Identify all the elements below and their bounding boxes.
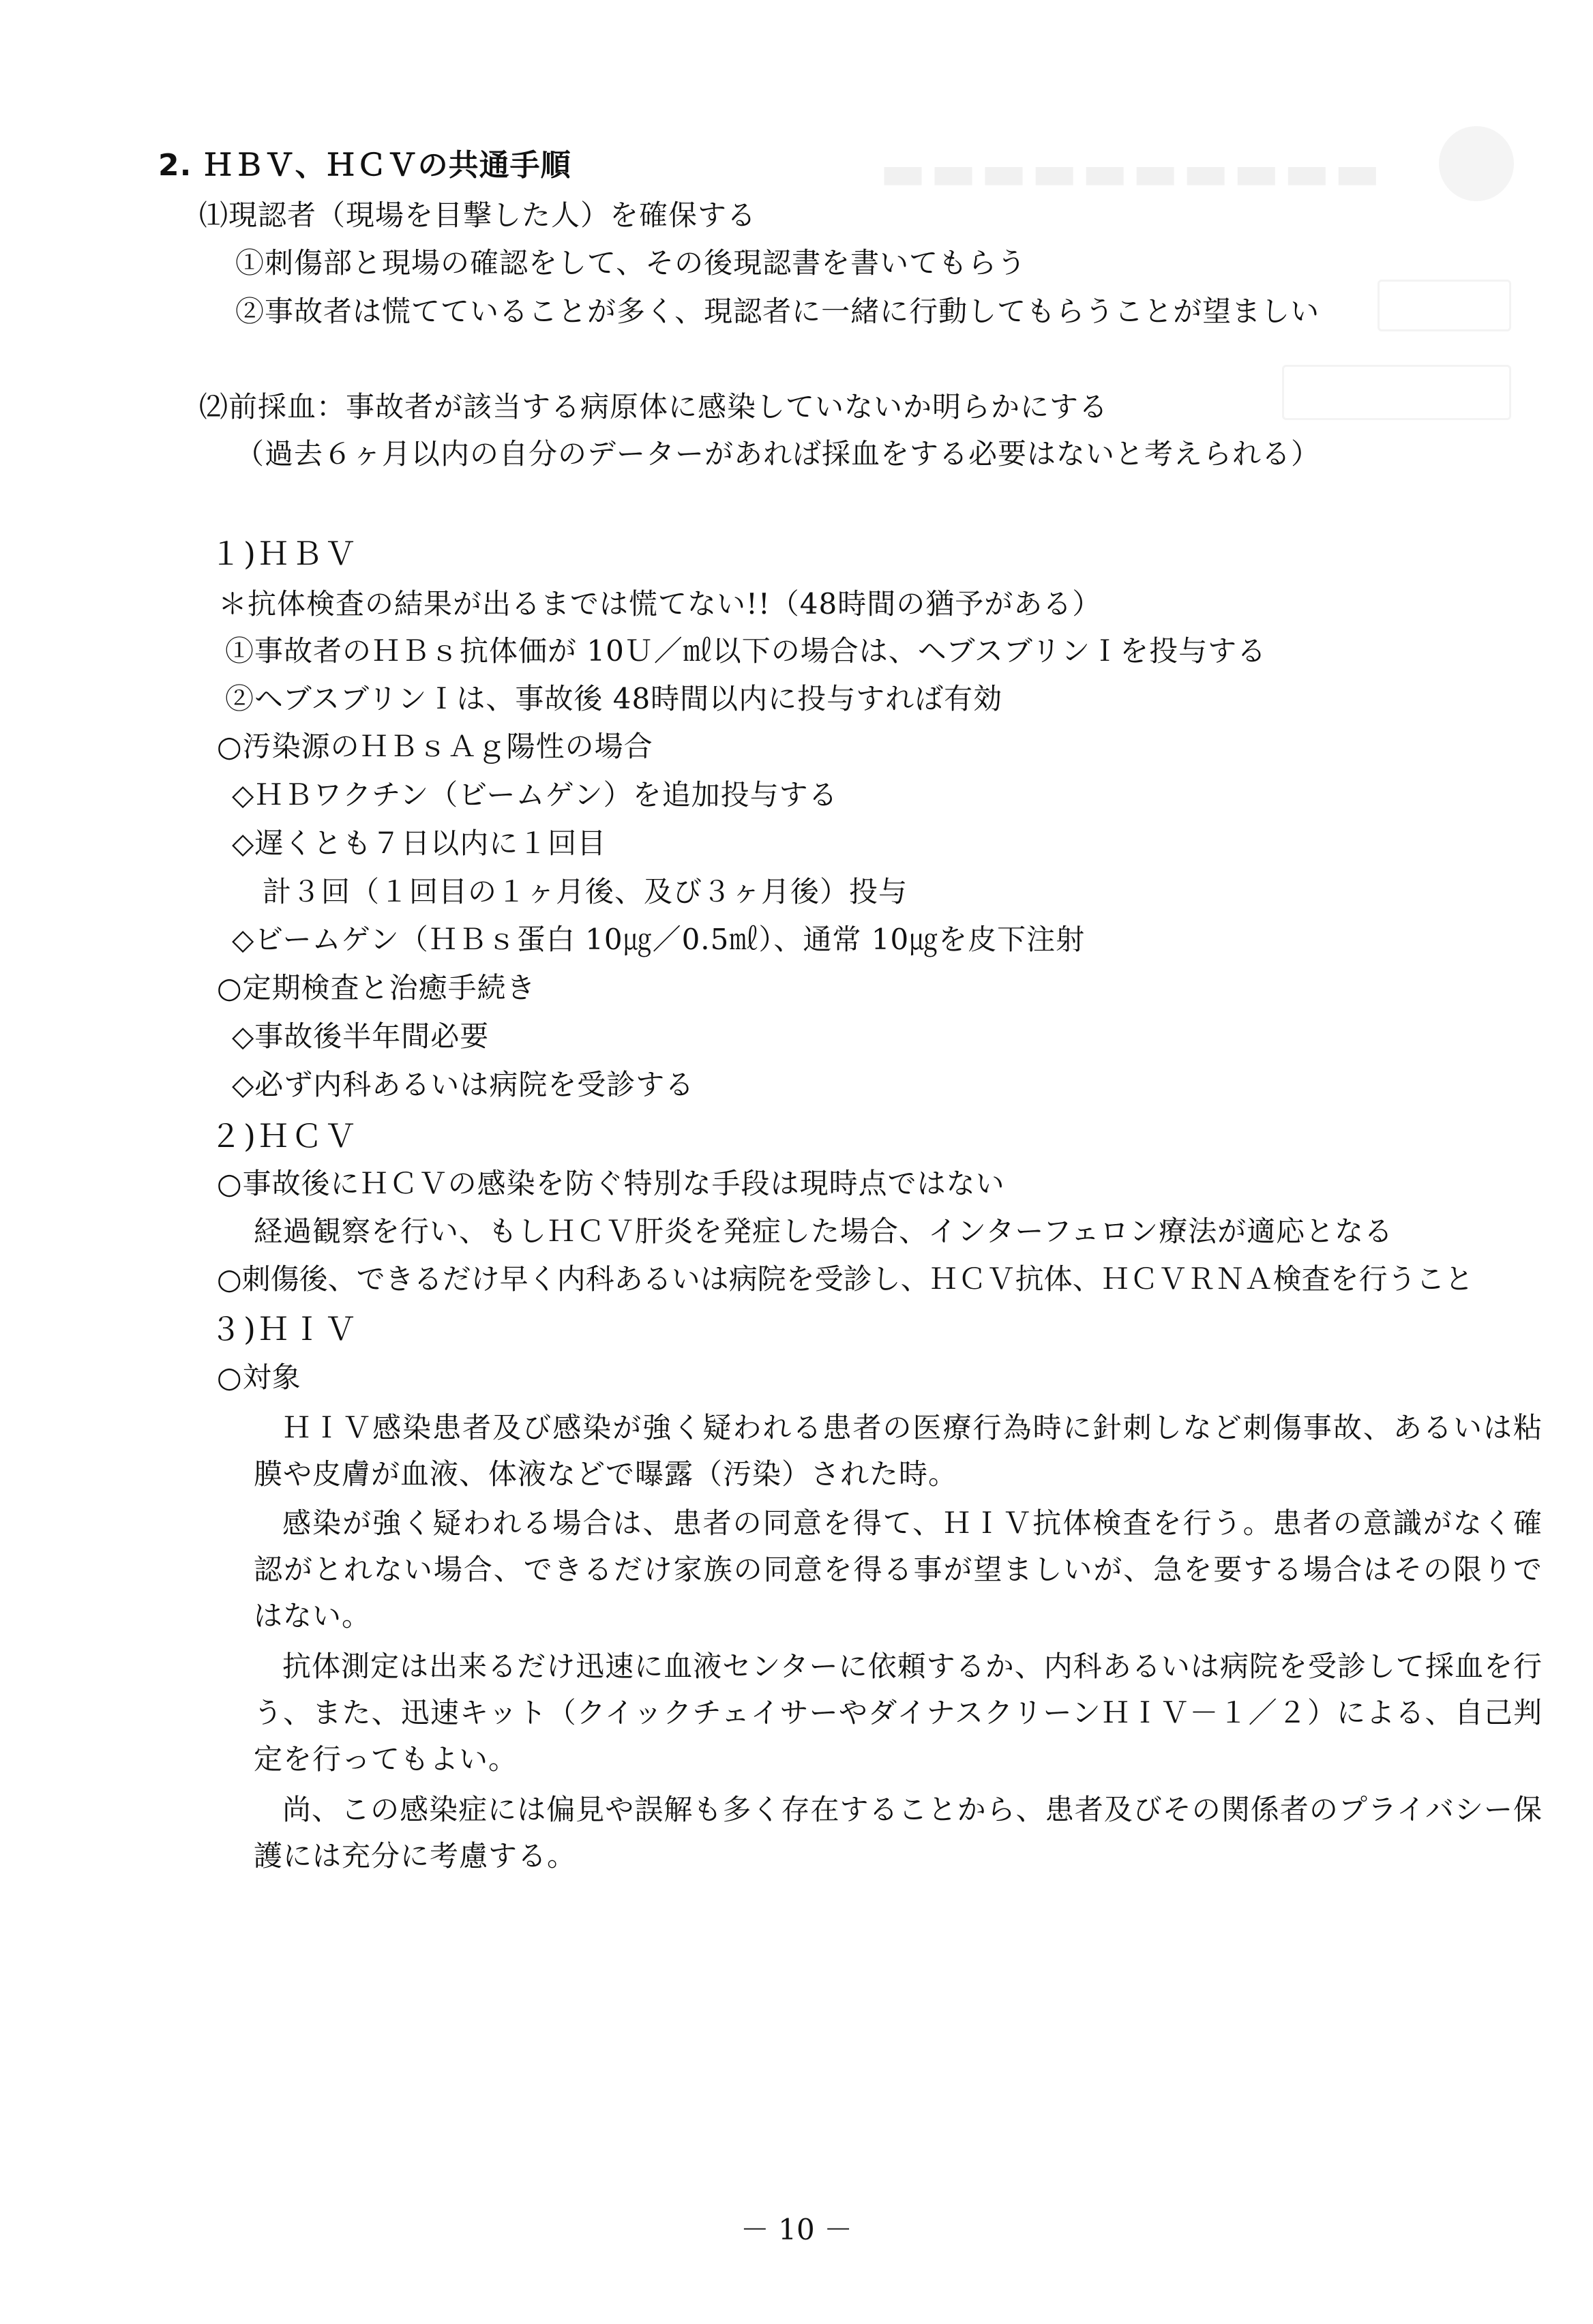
page-number: － 10 －	[740, 2213, 853, 2246]
hbv-line: ○汚染源のＨＢｓＡｇ陽性の場合	[217, 730, 653, 763]
hbv-line: ①事故者のＨＢｓ抗体価が 10Ｕ／㎖以下の場合は、ヘブスブリンＩを投与する	[225, 634, 1267, 668]
witness-heading: ⑴現認者（現場を目撃した人）を確保する	[199, 198, 757, 232]
hiv-heading: ３)ＨＩＶ	[210, 1311, 358, 1347]
hbv-heading: １)ＨＢＶ	[210, 535, 358, 572]
hbv-line: ◇ビームゲン（ＨＢｓ蛋白 10㎍／0.5㎖）、通常 10㎍を皮下注射	[232, 923, 1086, 956]
hbv-line: ◇必ず内科あるいは病院を受診する	[232, 1068, 695, 1101]
hbv-line: ○定期検査と治癒手続き	[217, 971, 536, 1004]
hiv-paragraph: 感染が強く疑われる場合は、患者の同意を得て、ＨＩＶ抗体検査を行う。患者の意識がなく確認がとれない場合、できるだけ家族の同意を得る事が望ましいが、急を要する場合はその限りではない。	[254, 1506, 1543, 1633]
hbv-line: ＊抗体検査の結果が出るまでは慌てない!!（48時間の猶予がある）	[218, 587, 1102, 621]
hbv-line: ②ヘブスブリンＩは、事故後 48時間以内に投与すれば有効	[225, 682, 1003, 715]
bleed-through-circle	[1439, 126, 1514, 201]
hiv-paragraph: ＨＩＶ感染患者及び感染が強く疑われる患者の医療行為時に針刺しなど刺傷事故、あるいは粘膜や皮膚が血液、体液などで曝露（汚染）された時。	[254, 1411, 1543, 1491]
hiv-target-label: ○対象	[217, 1360, 301, 1394]
hcv-heading: ２)ＨＣＶ	[210, 1118, 358, 1154]
hiv-paragraph: 尚、この感染症には偏見や誤解も多く存在することから、患者及びその関係者のプライバシー保護には充分に考慮する。	[254, 1793, 1543, 1873]
hiv-paragraph: 抗体測定は出来るだけ迅速に血液センターに依頼するか、内科あるいは病院を受診して採血を行う、また、迅速キット（クイックチェイサーやダイナスクリーンＨＩＶ－１／２）による、自己判定を行ってもよい。	[254, 1650, 1543, 1776]
hbv-line: ◇ＨＢワクチン（ビームゲン）を追加投与する	[232, 778, 838, 811]
pre-blood-note: （過去６ヶ月以内の自分のデーターがあれば採血をする必要はないと考えられる）	[235, 437, 1321, 471]
bleed-through-box	[1282, 365, 1511, 420]
witness-item: ①刺傷部と現場の確認をして、その後現認書を書いてもらう	[235, 246, 1027, 280]
section-title: 2. ＨＢＶ、ＨＣＶの共通手順	[158, 148, 571, 183]
hbv-line: ◇遅くとも７日以内に１回目	[232, 826, 607, 860]
hcv-line: ○刺傷後、できるだけ早く内科あるいは病院を受診し、ＨＣＶ抗体、ＨＣＶＲＮＡ検査を行うこと	[217, 1262, 1474, 1296]
bleed-through-box	[1378, 280, 1511, 331]
bleed-through-title: ▬▬▬▬▬▬▬▬▬▬	[880, 143, 1385, 200]
pre-blood-heading: ⑵前採血：事故者が該当する病原体に感染していないか明らかにする	[199, 390, 1109, 423]
hcv-line: 経過観察を行い、もしＨＣＶ肝炎を発症した場合、インターフェロン療法が適応となる	[254, 1215, 1394, 1248]
hbv-line: 計３回（１回目の１ヶ月後、及び３ヶ月後）投与	[263, 875, 908, 908]
witness-item: ②事故者は慌てていることが多く、現認者に一緒に行動してもらうことが望ましい	[235, 295, 1320, 328]
hbv-line: ◇事故後半年間必要	[232, 1019, 490, 1053]
hcv-line: ○事故後にＨＣＶの感染を防ぐ特別な手段は現時点ではない	[217, 1167, 1005, 1200]
